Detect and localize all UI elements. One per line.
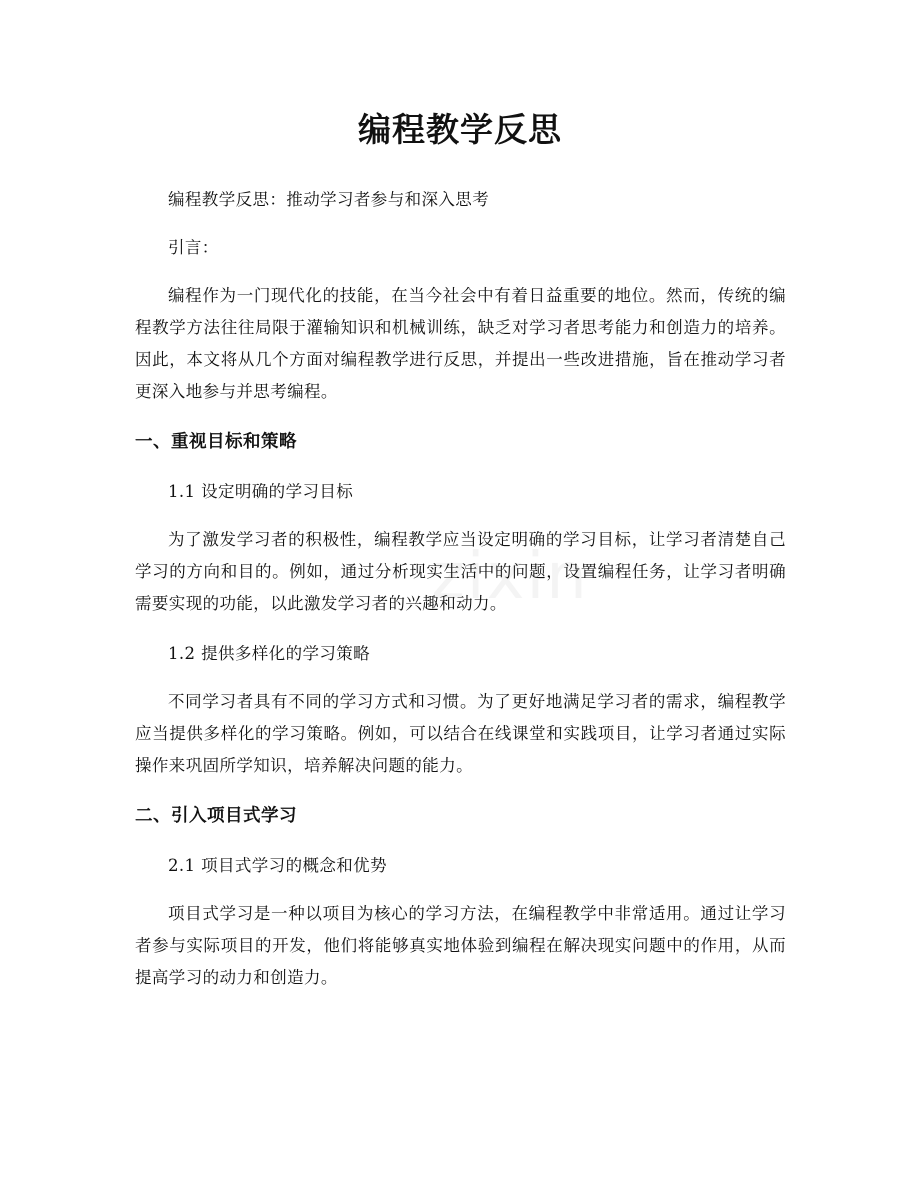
subsection-paragraph: 项目式学习是一种以项目为核心的学习方法，在编程教学中非常适用。通过让学习者参与实际项目的开发，他们将能够真实地体验到编程在解决现实问题中的作用，从而提高学习的动力和创造力。 (135, 904, 786, 987)
subsection-heading: 2.1 项目式学习的概念和优势 (168, 856, 387, 875)
subtitle: 编程教学反思：推动学习者参与和深入思考 (168, 190, 490, 209)
section-heading: 一、重视目标和策略 (135, 432, 297, 452)
subsection-paragraph: 不同学习者具有不同的学习方式和习惯。为了更好地满足学习者的需求，编程教学应当提供多样化的学习策略。例如，可以结合在线课堂和实践项目，让学习者通过实际操作来巩固所学知识，培养解决问题的能力。 (135, 692, 786, 775)
subsection-heading: 1.1 设定明确的学习目标 (168, 482, 354, 501)
section-1 (135, 426, 786, 782)
document-title: 编程教学反思 (358, 110, 562, 149)
document-body (135, 184, 786, 1012)
section-2 (135, 800, 786, 994)
section-heading: 二、引入项目式学习 (135, 806, 297, 826)
subsection-paragraph: 为了激发学习者的积极性，编程教学应当设定明确的学习目标，让学习者清楚自己学习的方向和目的。例如，通过分析现实生活中的问题，设置编程任务，让学习者明确需要实现的功能，以此激发学习者的兴趣和动力。 (135, 530, 786, 613)
subsection-heading: 1.2 提供多样化的学习策略 (168, 644, 371, 663)
intro-paragraph: 编程作为一门现代化的技能，在当今社会中有着日益重要的地位。然而，传统的编程教学方法往往局限于灌输知识和机械训练，缺乏对学习者思考能力和创造力的培养。因此，本文将从几个方面对编程教学进行反思，并提出一些改进措施，旨在推动学习者更深入地参与并思考编程。 (135, 286, 786, 401)
intro-label: 引言： (168, 238, 219, 257)
